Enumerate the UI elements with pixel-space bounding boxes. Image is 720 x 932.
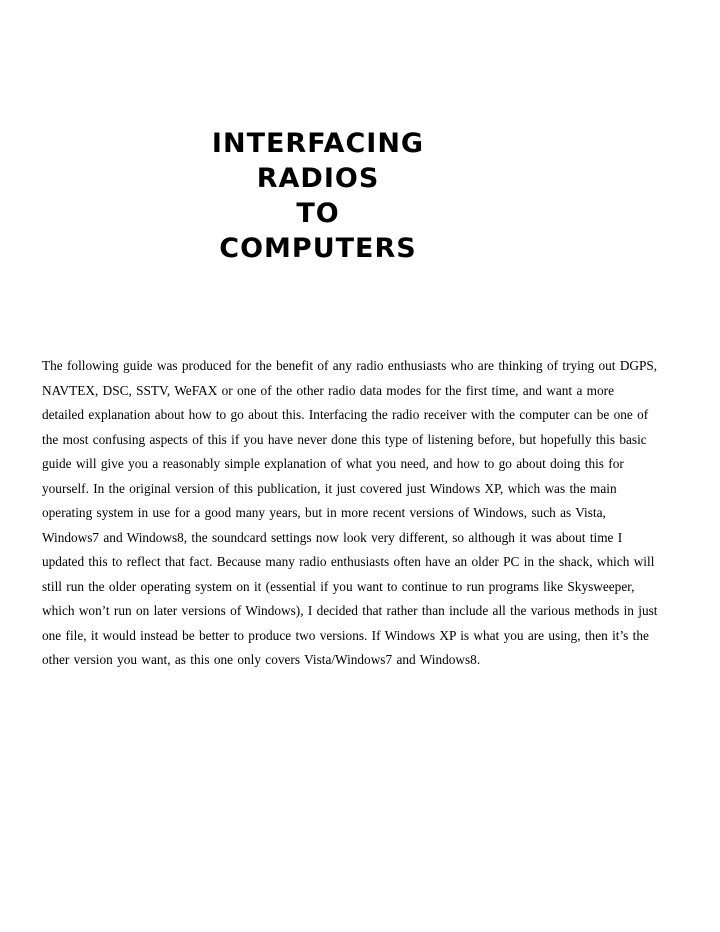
- paragraph-line: NAVTEX, DSC, SSTV, WeFAX or one of the other radio data modes for the first time, and want a more: [42, 382, 614, 398]
- document-title: [0, 126, 636, 266]
- paragraph-line: one file, it would instead be better to produce two versions. If Windows XP is what you are using, then it’s the: [42, 627, 649, 643]
- title-line-3: TO: [296, 198, 340, 229]
- paragraph-line: The following guide was produced for the benefit of any radio enthusiasts who are thinking of trying out DGPS,: [42, 358, 658, 373]
- paragraph-line: detailed explanation about how to go about this. Interfacing the radio receiver with the computer can be one of: [42, 407, 649, 422]
- paragraph-line: operating system in use for a good many years, but in more recent versions of Windows, such as Vista,: [42, 505, 606, 520]
- paragraph-line: yourself. In the original version of this publication, it just covered just Windows XP, which was the main: [42, 480, 617, 496]
- paragraph-line: updated this to reflect that fact. Because many radio enthusiasts often have an older PC in the shack, which will: [42, 554, 655, 569]
- paragraph-line: Windows7 and Windows8, the soundcard settings now look very different, so although it was about time I: [42, 529, 623, 545]
- paragraph-line: guide will give you a reasonably simple explanation of what you need, and how to go about doing this for: [42, 456, 624, 471]
- title-line-2: RADIOS: [256, 163, 380, 194]
- paragraph-line: other version you want, as this one only covers Vista/Windows7 and Windows8.: [42, 652, 481, 667]
- title-line-1: INTERFACING: [211, 128, 425, 159]
- title-line-4: COMPUTERS: [219, 233, 417, 264]
- intro-paragraph: [42, 354, 682, 673]
- paragraph-line: the most confusing aspects of this if you have never done this type of listening before, but hopefully this basic: [42, 431, 647, 447]
- paragraph-line: which won’t run on later versions of Windows), I decided that rather than include all the various methods in just: [42, 603, 658, 618]
- paragraph-line: still run the older operating system on it (essential if you want to continue to run programs like Skysweeper,: [42, 578, 635, 594]
